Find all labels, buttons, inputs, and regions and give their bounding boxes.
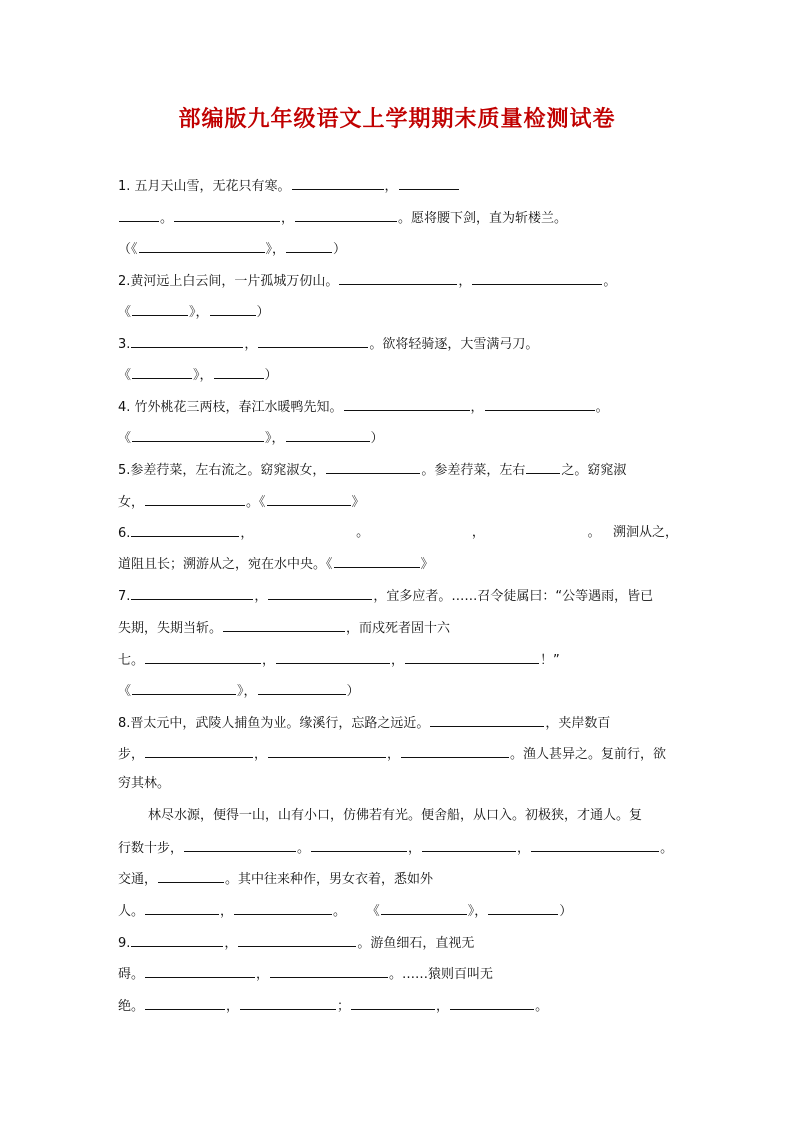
question-4-text: 4. 竹外桃花三两枝，春江水暖鸭先知。 — [118, 400, 343, 415]
punct: ， — [387, 747, 401, 762]
blank[interactable] — [158, 871, 224, 883]
blank[interactable] — [131, 336, 243, 348]
blank[interactable] — [234, 903, 332, 915]
question-1-source — [118, 241, 678, 258]
blank[interactable] — [295, 210, 397, 222]
question-8-text: 人。 — [118, 904, 145, 919]
question-7-source — [118, 683, 678, 700]
punct: ， — [256, 967, 270, 982]
punct: 。 — [535, 999, 549, 1014]
punct: ， — [226, 999, 240, 1014]
question-8-text: 林尽水源，便得一山，山有小口，仿佛若有光。便舍船，从口入。初极狭，才通人。复 — [148, 808, 643, 823]
question-7-text: 失期，失期当斩。 — [118, 621, 223, 636]
punct: 。 — [333, 904, 347, 919]
bracket: 。《 — [246, 495, 266, 510]
blank[interactable] — [401, 746, 509, 758]
blank-title[interactable] — [139, 241, 265, 253]
question-1-text: 1. 五月天山雪，无花只有寒。 — [118, 179, 291, 194]
blank[interactable] — [223, 620, 345, 632]
question-7-text: ，宜多应者。……召令徒属曰：“公等遇雨，皆已 — [373, 589, 654, 604]
blank[interactable] — [145, 746, 253, 758]
question-8-line-3 — [118, 776, 678, 792]
bracket: 《 — [118, 684, 132, 699]
question-9-line-2 — [118, 966, 678, 983]
blank[interactable] — [531, 840, 659, 852]
blank[interactable] — [450, 998, 534, 1010]
bracket: 》 — [420, 557, 434, 572]
question-8-line-5 — [118, 840, 678, 857]
blank[interactable] — [430, 715, 544, 727]
punct: 。 — [356, 525, 370, 540]
question-9-number: 9. — [118, 936, 131, 951]
punct: ， — [517, 841, 531, 856]
question-3-text: 。欲将轻骑逐，大雪满弓刀。 — [369, 337, 539, 352]
question-9-text: 。游鱼细石，直视无 — [357, 936, 475, 951]
punct: ， — [281, 211, 295, 226]
question-9-line-3 — [118, 998, 678, 1015]
question-2-line-1 — [118, 273, 678, 290]
question-8-text: 行数十步， — [118, 841, 184, 856]
blank[interactable] — [145, 998, 225, 1010]
question-8-line-7 — [118, 903, 678, 920]
question-9-text: 绝。 — [118, 999, 145, 1014]
blank[interactable] — [145, 494, 245, 506]
blank[interactable] — [131, 588, 253, 600]
question-7-line-1 — [118, 588, 678, 605]
question-8-line-6 — [118, 871, 678, 888]
question-3-number: 3. — [118, 337, 131, 352]
question-4-line-1 — [118, 399, 678, 416]
blank[interactable] — [145, 966, 255, 978]
blank[interactable] — [292, 178, 384, 190]
bracket: ） — [256, 305, 270, 320]
blank[interactable] — [311, 840, 407, 852]
bracket: 》 — [351, 495, 365, 510]
question-1-line-2 — [118, 210, 678, 227]
question-4-source — [118, 430, 678, 447]
blank[interactable] — [399, 178, 459, 190]
question-6-line-1 — [118, 525, 678, 542]
bracket: ） — [559, 904, 573, 919]
blank[interactable] — [405, 652, 539, 664]
punct: ， — [254, 589, 268, 604]
question-7-line-2 — [118, 620, 678, 637]
blank[interactable] — [268, 588, 372, 600]
question-3-line-1 — [118, 336, 678, 353]
question-7-text: ，而戍死者固十六 — [346, 621, 451, 636]
question-7-number: 7. — [118, 589, 131, 604]
question-9-line-1 — [118, 935, 678, 952]
blank[interactable] — [238, 935, 356, 947]
punct: ， — [458, 274, 472, 289]
bracket: （《 — [118, 242, 138, 257]
blank[interactable] — [351, 998, 435, 1010]
blank[interactable] — [268, 746, 386, 758]
blank-title[interactable] — [132, 430, 264, 442]
question-1-text: 。愿将腰下剑，直为斩楼兰。 — [398, 211, 568, 226]
punct: 。 — [595, 400, 609, 415]
blank[interactable] — [485, 399, 595, 411]
blank[interactable] — [344, 399, 470, 411]
bracket: 《 — [366, 904, 380, 919]
question-9-text: 碍。 — [118, 967, 145, 982]
punct: ， — [254, 747, 268, 762]
blank[interactable] — [240, 998, 336, 1010]
question-8-text: 步， — [118, 747, 145, 762]
punct: 。 — [160, 211, 174, 226]
blank-title[interactable] — [267, 494, 351, 506]
punct: ， — [224, 936, 238, 951]
blank[interactable] — [422, 840, 516, 852]
bracket: 》， — [189, 305, 209, 320]
question-5-line-2 — [118, 494, 678, 511]
blank[interactable] — [131, 935, 223, 947]
page-title: 部编版九年级语文上学期期末质量检测试卷 — [178, 106, 616, 132]
question-6-text: 道阻且长；溯游从之，宛在水中央。《 — [118, 557, 333, 572]
punct: 。 — [603, 274, 617, 289]
blank-title[interactable] — [132, 367, 192, 379]
question-8-text: 穷其林。 — [118, 776, 171, 791]
question-8-line-1 — [118, 715, 678, 732]
question-5-text: 5.参差荇菜，左右流之。窈窕淑女， — [118, 463, 326, 478]
question-8-text: 。其中往来种作，男女衣着，悉如外 — [225, 872, 434, 887]
question-8-text: ，夹岸数百 — [545, 716, 611, 731]
punct: 。 — [660, 841, 674, 856]
question-8-line-2 — [118, 746, 678, 763]
blank[interactable] — [119, 210, 159, 222]
blank[interactable] — [174, 210, 280, 222]
blank-author[interactable] — [286, 241, 332, 253]
blank[interactable] — [276, 652, 390, 664]
bracket: 》， — [237, 684, 257, 699]
question-9-text: 。……猿则百叫无 — [389, 967, 494, 982]
bracket: 《 — [118, 305, 132, 320]
question-2-text: 2.黄河远上白云间，一片孤城万仞山。 — [118, 274, 339, 289]
punct: ； — [337, 999, 351, 1014]
bracket: 》， — [265, 431, 285, 446]
question-5-text: 之。窈窕淑 — [561, 463, 627, 478]
blank-author[interactable] — [286, 430, 370, 442]
bracket: 》， — [193, 368, 213, 383]
punct: ， — [471, 525, 485, 540]
blank-author[interactable] — [214, 367, 264, 379]
punct: ， — [470, 400, 484, 415]
question-8-text: 。渔人甚异之。复前行，欲 — [510, 747, 667, 762]
punct: 。 — [587, 525, 601, 540]
bracket: 《 — [118, 368, 132, 383]
blank-author[interactable] — [488, 903, 558, 915]
bracket: ） — [370, 431, 384, 446]
punct: ， — [220, 904, 234, 919]
blank[interactable] — [145, 903, 219, 915]
blank-title[interactable] — [334, 556, 420, 568]
punct: ， — [240, 526, 254, 541]
punct: ， — [408, 841, 422, 856]
blank[interactable] — [526, 462, 560, 474]
blank-title[interactable] — [132, 683, 236, 695]
question-6-text: 溯洄从之， — [612, 525, 678, 540]
question-5-text: 。参差荇菜，左右 — [421, 463, 526, 478]
bracket: ） — [333, 242, 347, 257]
blank-author[interactable] — [210, 304, 256, 316]
bracket: 》， — [265, 242, 286, 257]
bracket: 》， — [467, 904, 488, 919]
question-8-text: 交通， — [118, 872, 158, 887]
punct: ， — [436, 999, 450, 1014]
blank[interactable] — [184, 840, 296, 852]
bracket: 《 — [118, 431, 132, 446]
question-8-line-4 — [122, 808, 678, 824]
bracket: ） — [346, 684, 360, 699]
blank[interactable] — [145, 652, 261, 664]
punct: ， — [391, 653, 405, 668]
blank[interactable] — [258, 336, 368, 348]
question-5-line-1 — [118, 462, 678, 479]
blank-title[interactable] — [381, 903, 467, 915]
punct: ！” — [540, 653, 560, 668]
punct: 。 — [297, 841, 311, 856]
bracket: ） — [264, 368, 278, 383]
punct: ， — [384, 179, 398, 194]
blank[interactable] — [339, 273, 457, 285]
question-3-source — [118, 367, 678, 384]
question-6-line-2 — [118, 556, 678, 573]
blank[interactable] — [472, 273, 602, 285]
question-7-line-3 — [118, 652, 678, 669]
question-6-number: 6. — [118, 526, 131, 541]
question-8-text: 8.晋太元中，武陵人捕鱼为业。缘溪行，忘路之远近。 — [118, 716, 430, 731]
blank[interactable] — [326, 462, 420, 474]
question-2-source — [118, 304, 678, 321]
blank-title[interactable] — [132, 304, 188, 316]
question-1-line-1 — [118, 178, 678, 195]
blank[interactable] — [270, 966, 388, 978]
question-5-text: 女， — [118, 495, 145, 510]
question-7-text: 七。 — [118, 653, 145, 668]
blank[interactable] — [131, 525, 239, 537]
punct: ， — [244, 337, 258, 352]
punct: ， — [262, 653, 276, 668]
blank-author[interactable] — [258, 683, 346, 695]
